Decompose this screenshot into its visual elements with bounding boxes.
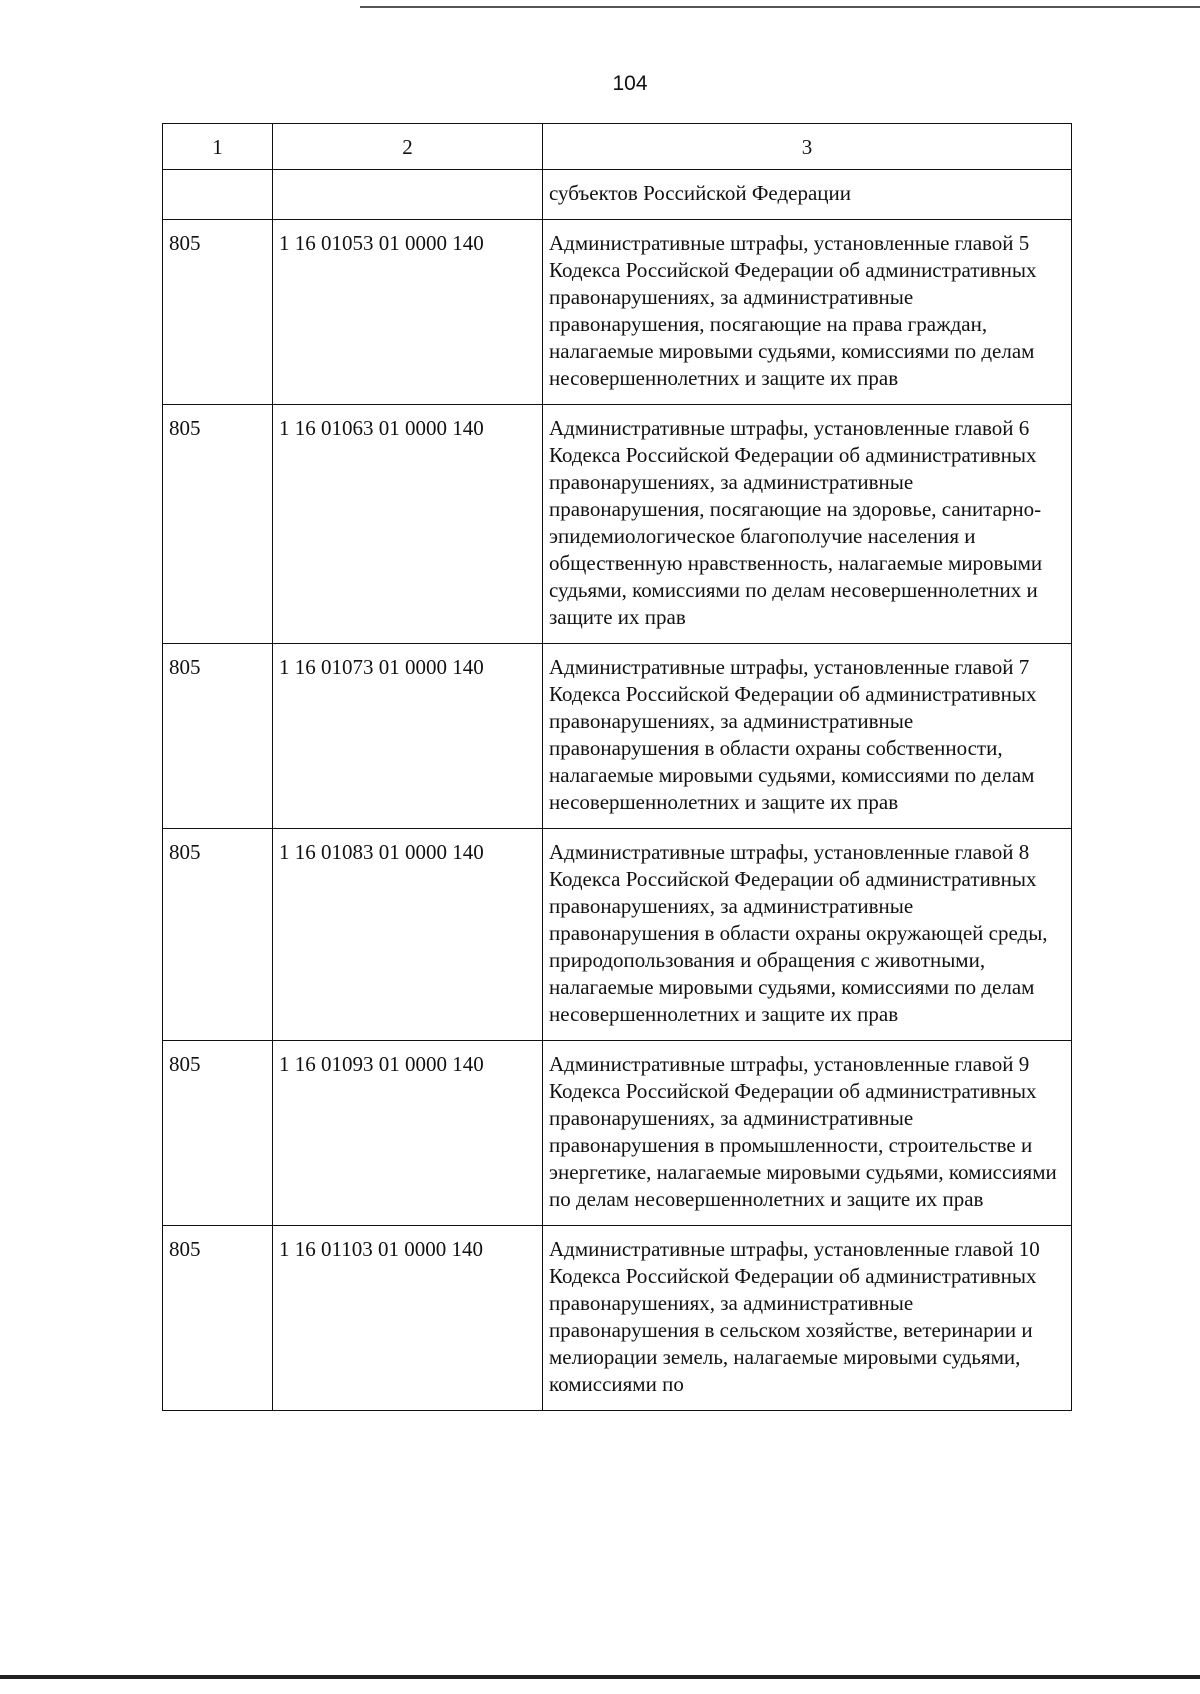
description-cell: Административные штрафы, установленные главой 8 Кодекса Российской Федерации об административных правонарушениях, за административные правонарушения в области охраны окружающей среды, природопользования и обращения с животными, налагаемые мировыми судьями, комиссиями по делам несовершеннолетних и защите их прав: [543, 829, 1072, 1041]
table-continuation-row: [163, 170, 1072, 220]
description-cell: субъектов Российской Федерации: [543, 170, 1072, 220]
admin-code-cell: 805: [163, 1041, 273, 1226]
admin-code-cell: 805: [163, 829, 273, 1041]
kbk-cell: 1 16 01093 01 0000 140: [273, 1041, 543, 1226]
header-col-1: 1: [163, 124, 273, 170]
table-row: [163, 405, 1072, 644]
scan-edge-line-top: [360, 6, 1200, 8]
kbk-cell: 1 16 01073 01 0000 140: [273, 644, 543, 829]
kbk-cell: 1 16 01053 01 0000 140: [273, 220, 543, 405]
description-cell: Административные штрафы, установленные главой 10 Кодекса Российской Федерации об административных правонарушениях, за административные правонарушения в сельском хозяйстве, ветеринарии и мелиорации земель, налагаемые мировыми судьями, комиссиями по: [543, 1226, 1072, 1411]
admin-code-cell: [163, 170, 273, 220]
table-row: [163, 1041, 1072, 1226]
header-col-3: 3: [543, 124, 1072, 170]
description-cell: Административные штрафы, установленные главой 5 Кодекса Российской Федерации об административных правонарушениях, за административные правонарушения, посягающие на права граждан, налагаемые мировыми судьями, комиссиями по делам несовершеннолетних и защите их прав: [543, 220, 1072, 405]
admin-code-cell: 805: [163, 644, 273, 829]
kbk-cell: 1 16 01083 01 0000 140: [273, 829, 543, 1041]
admin-code-cell: 805: [163, 405, 273, 644]
scan-edge-line-bottom: [0, 1675, 1200, 1679]
header-col-2: 2: [273, 124, 543, 170]
admin-code-cell: 805: [163, 1226, 273, 1411]
revenue-codes-table: [162, 123, 1072, 1411]
kbk-cell: 1 16 01103 01 0000 140: [273, 1226, 543, 1411]
table-header-row: [163, 124, 1072, 170]
description-cell: Административные штрафы, установленные главой 9 Кодекса Российской Федерации об административных правонарушениях, за административные правонарушения в промышленности, строительстве и энергетике, налагаемые мировыми судьями, комиссиями по делам несовершеннолетних и защите их прав: [543, 1041, 1072, 1226]
description-cell: Административные штрафы, установленные главой 7 Кодекса Российской Федерации об административных правонарушениях, за административные правонарушения в области охраны собственности, налагаемые мировыми судьями, комиссиями по делам несовершеннолетних и защите их прав: [543, 644, 1072, 829]
table-row: [163, 644, 1072, 829]
page-number: 104: [612, 72, 648, 95]
admin-code-cell: 805: [163, 220, 273, 405]
table-row: [163, 1226, 1072, 1411]
table-row: [163, 829, 1072, 1041]
kbk-cell: 1 16 01063 01 0000 140: [273, 405, 543, 644]
table-row: [163, 220, 1072, 405]
description-cell: Административные штрафы, установленные главой 6 Кодекса Российской Федерации об административных правонарушениях, за административные правонарушения, посягающие на здоровье, санитарно-эпидемиологическое благополучие населения и общественную нравственность, налагаемые мировыми судьями, комиссиями по делам несовершеннолетних и защите их прав: [543, 405, 1072, 644]
kbk-cell: [273, 170, 543, 220]
